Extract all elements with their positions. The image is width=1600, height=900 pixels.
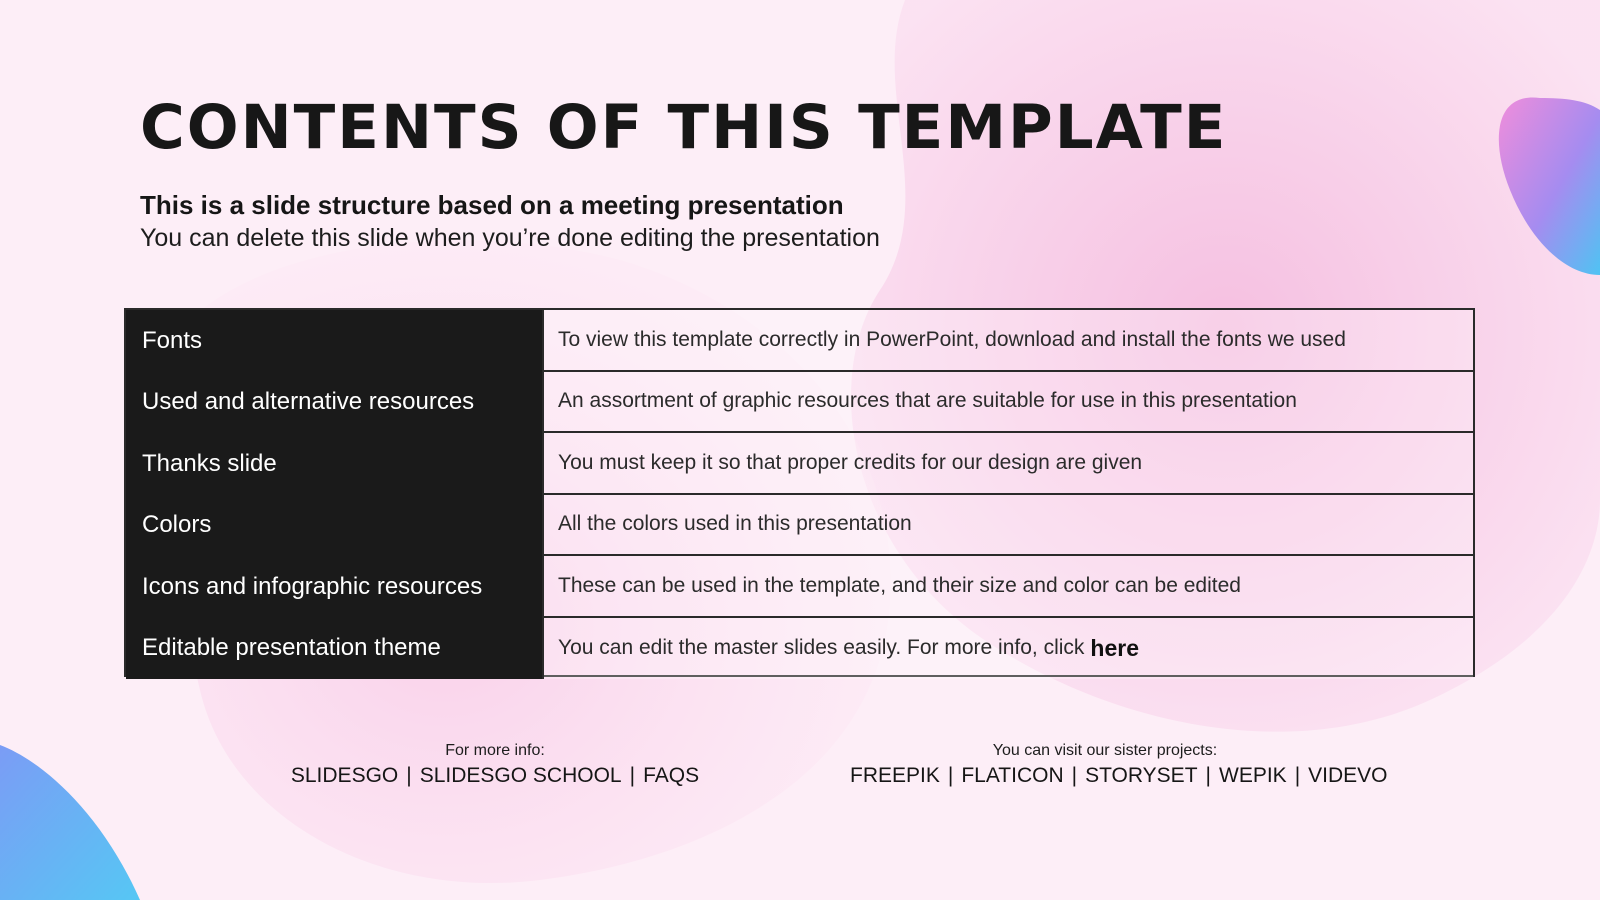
row-label: Thanks slide [126,433,542,495]
row-description: To view this template correctly in PowerPoint, download and install the fonts we used [542,310,1473,372]
row-description: All the colors used in this presentation [542,495,1473,557]
row-label: Used and alternative resources [126,372,542,434]
contents-table [124,308,1475,677]
table-row [126,495,1473,557]
link-storyset[interactable]: STORYSET [1085,764,1198,787]
footer-sister-projects [850,740,1388,790]
separator: | [1205,764,1211,787]
table-row [126,433,1473,495]
table-row [126,618,1473,680]
row-description: An assortment of graphic resources that are suitable for use in this presentation [542,372,1473,434]
footer-more-info-heading: For more info: [445,742,545,759]
slide-title: CONTENTS OF THIS TEMPLATE [140,92,1228,163]
table-row [126,372,1473,434]
link-freepik[interactable]: FREEPIK [850,764,940,787]
row-description: You must keep it so that proper credits for our design are given [542,433,1473,495]
link-videvo[interactable]: VIDEVO [1308,764,1388,787]
row-description [542,618,1473,680]
link-slidesgo-school[interactable]: SLIDESGO SCHOOL [419,764,622,787]
row-description: These can be used in the template, and their size and color can be edited [542,556,1473,618]
separator: | [1071,764,1078,787]
here-link[interactable]: here [1090,634,1139,661]
footer-sister-projects-heading: You can visit our sister projects: [992,742,1218,759]
slide-subtitle-bold: This is a slide structure based on a meeting presentation [140,190,844,220]
separator: | [406,764,412,787]
table-row [126,556,1473,618]
row-label: Colors [126,495,542,557]
link-slidesgo[interactable]: SLIDESGO [290,764,399,787]
link-wepik[interactable]: WEPIK [1219,764,1287,787]
footer-more-info-links [280,762,710,790]
separator: | [947,764,954,787]
footer-more-info [280,740,710,790]
link-faqs[interactable]: FAQS [643,764,700,787]
row-label: Icons and infographic resources [126,556,542,618]
separator: | [1294,764,1301,787]
slide-subtitle: You can delete this slide when you’re done editing the presentation [140,224,880,252]
separator: | [629,764,636,787]
link-flaticon[interactable]: FLATICON [961,764,1064,787]
row-label: Fonts [126,310,542,372]
row-description-text: You can edit the master slides easily. For more info, click [558,636,1085,660]
table-row [126,310,1473,372]
footer-sister-projects-links [850,762,1388,790]
row-label: Editable presentation theme [126,618,542,680]
